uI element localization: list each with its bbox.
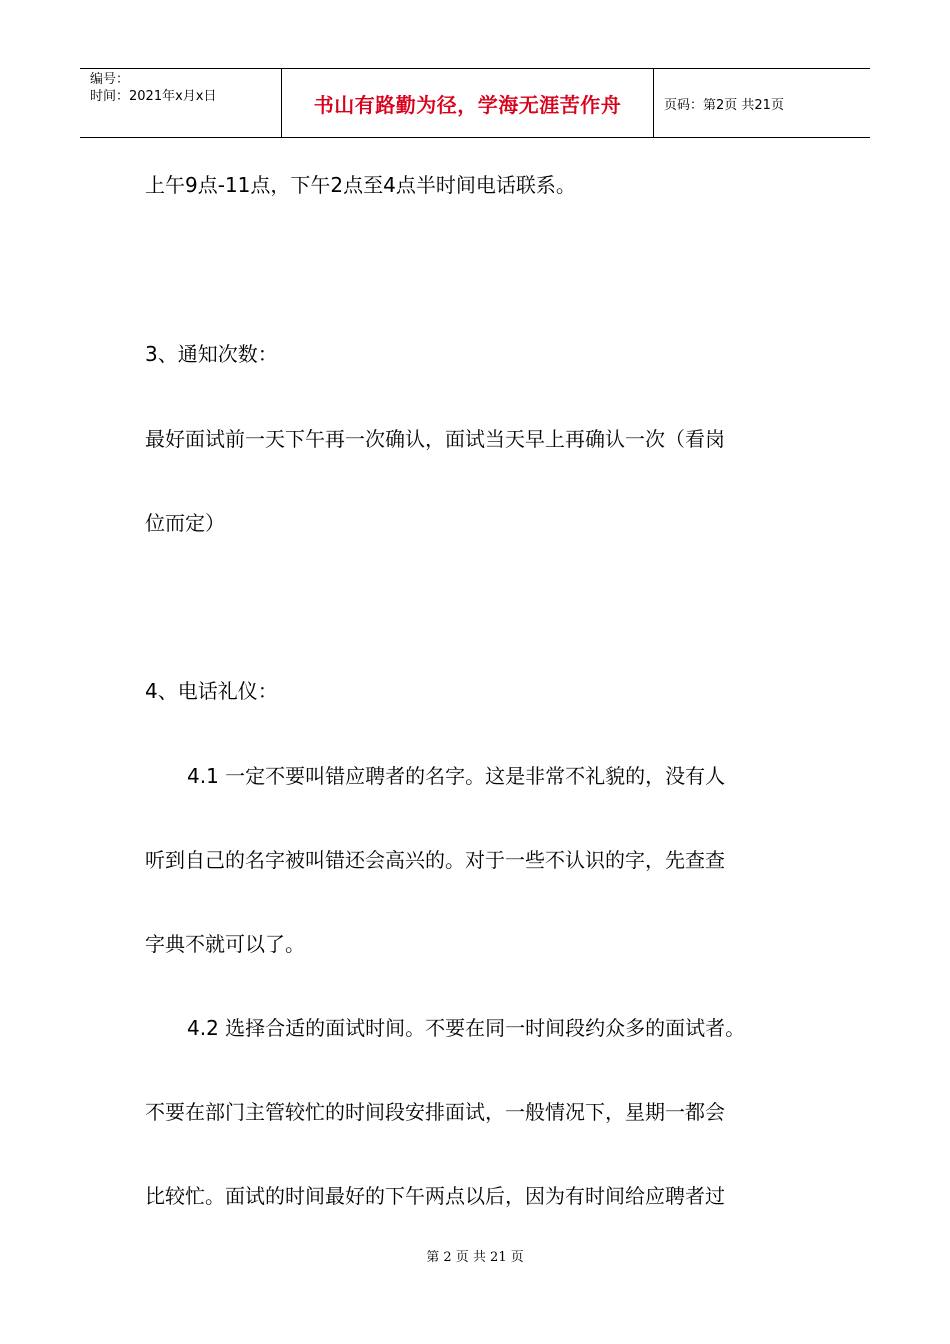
body-line-1: 上午9点-11点，下午2点至4点半时间电话联系。 [145, 173, 576, 197]
body-line-3: 最好面试前一天下午再一次确认，面试当天早上再确认一次（看岗 [145, 427, 725, 451]
page-header [80, 68, 870, 138]
paragraph-4-1-line-2: 听到自己的名字被叫错还会高兴的。对于一些不认识的字，先查查 [145, 848, 725, 872]
section-heading-4: 4、电话礼仪： [145, 679, 278, 703]
paragraph-4-2-line-3: 比较忙。面试的时间最好的下午两点以后，因为有时间给应聘者过 [145, 1184, 725, 1208]
section-heading-3: 3、通知次数： [145, 342, 278, 366]
paragraph-4-2-line-2: 不要在部门主管较忙的时间段安排面试，一般情况下，星期一都会 [145, 1100, 725, 1124]
body-line-4: 位而定） [145, 511, 225, 535]
paragraph-4-1-line-3: 字典不就可以了。 [145, 932, 305, 956]
page-footer: 第 2 页 共 21 页 [426, 1250, 524, 1265]
doc-number-label: 编号： [90, 72, 130, 87]
header-page-info: 页码：第2页 共21页 [664, 97, 784, 113]
paragraph-4-1-line-1: 4.1 一定不要叫错应聘者的名字。这是非常不礼貌的，没有人 [187, 764, 726, 788]
header-motto: 书山有路勤为径，学海无涯苦作舟 [282, 69, 654, 137]
doc-date: 时间：2021年x月x日 [90, 89, 217, 104]
header-meta [80, 69, 282, 137]
paragraph-4-2-line-1: 4.2 选择合适的面试时间。不要在同一时间段约众多的面试者。 [187, 1016, 746, 1040]
